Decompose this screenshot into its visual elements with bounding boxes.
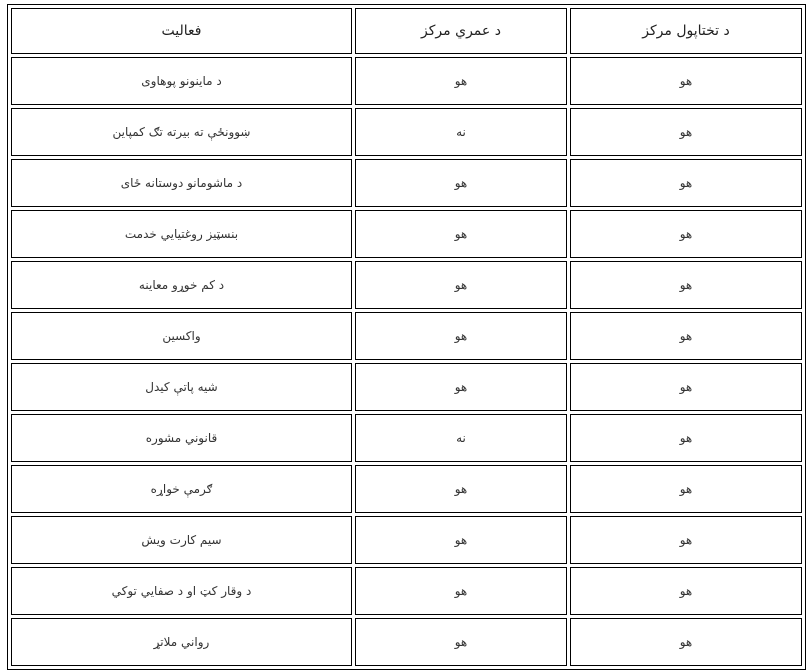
table-row [11, 465, 802, 513]
elderly-center-cell: هو [355, 465, 567, 513]
activity-cell: د وقار کټ او د صفایي توکي [11, 567, 352, 615]
header-elderly-center: د عمري مرکز [355, 8, 567, 54]
elderly-center-cell: هو [355, 312, 567, 360]
table-row [11, 312, 802, 360]
elderly-center-cell: نه [355, 414, 567, 462]
orphanage-center-cell: هو [570, 414, 802, 462]
orphanage-center-cell: هو [570, 210, 802, 258]
elderly-center-cell: هو [355, 261, 567, 309]
activity-cell: د ماشومانو دوستانه ځای [11, 159, 352, 207]
elderly-center-cell: نه [355, 108, 567, 156]
table-row [11, 363, 802, 411]
table-row [11, 567, 802, 615]
header-row [11, 8, 802, 54]
elderly-center-cell: هو [355, 363, 567, 411]
activity-cell: رواني ملاتړ [11, 618, 352, 666]
elderly-center-cell: هو [355, 159, 567, 207]
elderly-center-cell: هو [355, 567, 567, 615]
table-row [11, 57, 802, 105]
orphanage-center-cell: هو [570, 57, 802, 105]
activity-cell: ښوونځې ته بیرته تګ کمپاین [11, 108, 352, 156]
elderly-center-cell: هو [355, 516, 567, 564]
orphanage-center-cell: هو [570, 567, 802, 615]
orphanage-center-cell: هو [570, 618, 802, 666]
activity-cell: د کم خوړو معاینه [11, 261, 352, 309]
orphanage-center-cell: هو [570, 159, 802, 207]
table-row [11, 516, 802, 564]
orphanage-center-cell: هو [570, 465, 802, 513]
activity-cell: واکسین [11, 312, 352, 360]
orphanage-center-cell: هو [570, 363, 802, 411]
table-row [11, 261, 802, 309]
activity-cell: قانوني مشوره [11, 414, 352, 462]
elderly-center-cell: هو [355, 618, 567, 666]
activity-cell: شیه پاتې کیدل [11, 363, 352, 411]
table-row [11, 159, 802, 207]
elderly-center-cell: هو [355, 57, 567, 105]
orphanage-center-cell: هو [570, 108, 802, 156]
table-row [11, 618, 802, 666]
header-orphanage-center: د تختاپول مرکز [570, 8, 802, 54]
table-row [11, 414, 802, 462]
table-row [11, 108, 802, 156]
activity-cell: سیم کارت ویش [11, 516, 352, 564]
table-row [11, 210, 802, 258]
elderly-center-cell: هو [355, 210, 567, 258]
orphanage-center-cell: هو [570, 261, 802, 309]
activities-table [7, 4, 806, 670]
activity-cell: بنسټیز روغتیایي خدمت [11, 210, 352, 258]
activity-cell: ګرمې خواړه [11, 465, 352, 513]
orphanage-center-cell: هو [570, 516, 802, 564]
activity-cell: د ماینونو پوهاوی [11, 57, 352, 105]
header-activity: فعالیت [11, 8, 352, 54]
orphanage-center-cell: هو [570, 312, 802, 360]
